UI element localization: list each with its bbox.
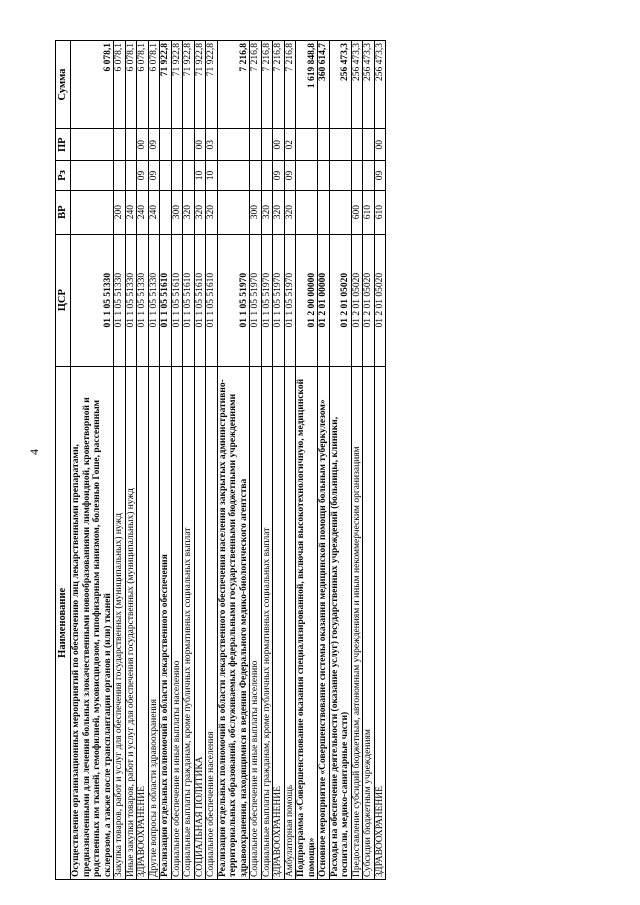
cell-name: Амбулаторная помощь xyxy=(284,366,296,879)
table-row xyxy=(296,41,318,880)
cell-sum: 256 473,3 xyxy=(374,41,386,129)
cell-sum: 6 078,1 xyxy=(137,41,149,129)
cell-sum: 6 078,1 xyxy=(71,41,114,129)
table-row xyxy=(171,41,183,880)
cell-rz: 10 xyxy=(206,161,218,190)
table-row xyxy=(374,41,386,880)
cell-vr: 320 xyxy=(273,190,285,234)
cell-vr: 320 xyxy=(183,190,195,234)
header-rz: Рз xyxy=(56,161,71,190)
cell-csr: 01 2 01 05020 xyxy=(363,234,375,366)
cell-vr: 200 xyxy=(114,190,126,234)
cell-sum: 71 922,8 xyxy=(160,41,172,129)
table-row xyxy=(351,41,363,880)
cell-name: Основное мероприятие «Совершенствование системы оказания медицинской помощи больным туберкулезом» xyxy=(318,366,330,879)
cell-rz xyxy=(160,161,172,190)
cell-name: Закупка товаров, работ и услуг для обеспечения государственных (муниципальных) нужд xyxy=(114,366,126,879)
header-name: Наименование xyxy=(56,366,71,879)
cell-name: ЗДРАВООХРАНЕНИЕ xyxy=(137,366,149,879)
cell-sum: 256 473,3 xyxy=(329,41,351,129)
cell-pr xyxy=(171,129,183,161)
cell-rz xyxy=(114,161,126,190)
cell-vr: 320 xyxy=(261,190,273,234)
cell-csr: 01 1 05 51610 xyxy=(194,234,206,366)
cell-pr xyxy=(329,129,351,161)
cell-csr: 01 2 01 05020 xyxy=(329,234,351,366)
cell-name: Другие вопросы в области здравоохранения xyxy=(148,366,160,879)
cell-name: Реализация отдельных полномочий в области лекарственного обеспечения xyxy=(160,366,172,879)
table-body xyxy=(71,41,386,880)
cell-csr: 01 2 01 05020 xyxy=(351,234,363,366)
cell-pr xyxy=(351,129,363,161)
table-row xyxy=(363,41,375,880)
cell-pr: 02 xyxy=(284,129,296,161)
cell-sum: 7 216,8 xyxy=(250,41,262,129)
cell-vr xyxy=(318,190,330,234)
table-header-row xyxy=(56,41,71,880)
cell-csr: 01 1 05 51970 xyxy=(261,234,273,366)
cell-csr: 01 2 00 00000 xyxy=(296,234,318,366)
cell-vr: 300 xyxy=(250,190,262,234)
cell-vr xyxy=(71,190,114,234)
cell-rz xyxy=(71,161,114,190)
table-row xyxy=(148,41,160,880)
cell-sum: 7 216,8 xyxy=(284,41,296,129)
table-row xyxy=(329,41,351,880)
cell-vr: 240 xyxy=(148,190,160,234)
cell-csr: 01 1 05 51330 xyxy=(137,234,149,366)
cell-vr xyxy=(160,190,172,234)
cell-rz xyxy=(183,161,195,190)
table-row xyxy=(114,41,126,880)
cell-sum: 6 078,1 xyxy=(125,41,137,129)
cell-name: Подпрограмма «Совершенствование оказания специализированной, включая высокотехнологичную, медицинской помощи» xyxy=(296,366,318,879)
cell-name: Социальное обеспечение и иные выплаты населению xyxy=(171,366,183,879)
table-row xyxy=(183,41,195,880)
cell-csr: 01 1 05 51330 xyxy=(114,234,126,366)
cell-name: Осуществление организационных мероприятий по обеспечению лиц лекарственными препаратами, предназначенными для лечения больных злокачественными новообразованиями лимфоидной, кроветворной и родственных им тканей, гемофилией, муковисцидозом, гипофизарным нанизмом, болезнью Гоше, рассеянным склерозом, а также после трансплантации органов и (или) тканей xyxy=(71,366,114,879)
cell-name: СОЦИАЛЬНАЯ ПОЛИТИКА xyxy=(194,366,206,879)
cell-name: Социальные выплаты гражданам, кроме публичных нормативных социальных выплат xyxy=(261,366,273,879)
cell-csr: 01 1 05 51330 xyxy=(71,234,114,366)
cell-csr: 01 1 05 51970 xyxy=(273,234,285,366)
cell-pr: 09 xyxy=(148,129,160,161)
cell-pr xyxy=(363,129,375,161)
table-row xyxy=(250,41,262,880)
cell-name: Реализация отдельных полномочий в области лекарственного обеспечения населения закрытых административно-территориальных образований, обслуживаемых федеральными государственными бюджетными учреждениями здравоохранения, находящимися в ведении Федерального медико-биологического агентства xyxy=(217,366,250,879)
cell-pr: 00 xyxy=(194,129,206,161)
cell-rz: 09 xyxy=(148,161,160,190)
cell-rz xyxy=(318,161,330,190)
table-row xyxy=(318,41,330,880)
cell-rz xyxy=(171,161,183,190)
cell-rz xyxy=(250,161,262,190)
cell-sum: 71 922,8 xyxy=(194,41,206,129)
cell-csr: 01 2 01 00000 xyxy=(318,234,330,366)
cell-vr: 300 xyxy=(171,190,183,234)
cell-csr: 01 1 05 51610 xyxy=(183,234,195,366)
table-row xyxy=(284,41,296,880)
cell-sum: 7 216,8 xyxy=(261,41,273,129)
cell-vr: 600 xyxy=(351,190,363,234)
rotated-table-container xyxy=(55,40,620,880)
table-row xyxy=(273,41,285,880)
cell-csr: 01 1 05 51610 xyxy=(206,234,218,366)
cell-vr: 320 xyxy=(206,190,218,234)
cell-pr xyxy=(250,129,262,161)
cell-name: Иные закупки товаров, работ и услуг для обеспечения государственных (муниципальных) нужд xyxy=(125,366,137,879)
cell-name: ЗДРАВООХРАНЕНИЕ xyxy=(374,366,386,879)
cell-rz xyxy=(125,161,137,190)
table-row xyxy=(206,41,218,880)
cell-rz xyxy=(296,161,318,190)
page-number: 4 xyxy=(27,449,41,455)
cell-csr: 01 1 05 51330 xyxy=(148,234,160,366)
cell-sum: 71 922,8 xyxy=(171,41,183,129)
cell-vr xyxy=(217,190,250,234)
cell-pr xyxy=(125,129,137,161)
table-row xyxy=(217,41,250,880)
header-pr: ПР xyxy=(56,129,71,161)
cell-csr: 01 1 05 51970 xyxy=(250,234,262,366)
table-row xyxy=(137,41,149,880)
cell-rz xyxy=(363,161,375,190)
cell-pr: 00 xyxy=(273,129,285,161)
cell-csr: 01 1 05 51970 xyxy=(217,234,250,366)
cell-pr: 03 xyxy=(206,129,218,161)
cell-pr xyxy=(217,129,250,161)
cell-pr xyxy=(183,129,195,161)
cell-name: Социальное обеспечение населения xyxy=(206,366,218,879)
cell-sum: 6 078,1 xyxy=(114,41,126,129)
cell-vr xyxy=(329,190,351,234)
cell-sum: 256 473,3 xyxy=(363,41,375,129)
cell-vr: 240 xyxy=(137,190,149,234)
cell-name: ЗДРАВООХРАНЕНИЕ xyxy=(273,366,285,879)
header-sum: Сумма xyxy=(56,41,71,129)
cell-pr xyxy=(261,129,273,161)
cell-vr: 610 xyxy=(374,190,386,234)
cell-rz xyxy=(261,161,273,190)
budget-table xyxy=(55,40,386,880)
cell-rz xyxy=(217,161,250,190)
cell-sum: 7 216,8 xyxy=(217,41,250,129)
cell-rz: 09 xyxy=(374,161,386,190)
table-row xyxy=(261,41,273,880)
cell-pr: 00 xyxy=(374,129,386,161)
cell-rz xyxy=(329,161,351,190)
cell-name: Социальные выплаты гражданам, кроме публичных нормативных социальных выплат xyxy=(183,366,195,879)
cell-rz: 09 xyxy=(273,161,285,190)
cell-pr: 00 xyxy=(137,129,149,161)
cell-sum: 71 922,8 xyxy=(183,41,195,129)
cell-rz: 09 xyxy=(284,161,296,190)
cell-pr xyxy=(114,129,126,161)
cell-sum: 6 078,1 xyxy=(148,41,160,129)
cell-rz: 09 xyxy=(137,161,149,190)
table-row xyxy=(71,41,114,880)
cell-pr xyxy=(71,129,114,161)
table-row xyxy=(160,41,172,880)
cell-sum: 256 473,3 xyxy=(351,41,363,129)
header-csr: ЦСР xyxy=(56,234,71,366)
cell-name: Субсидии бюджетным учреждениям xyxy=(363,366,375,879)
cell-name: Предоставление субсидий бюджетным, автономным учреждениям и иным некоммерческим организациям xyxy=(351,366,363,879)
table-row xyxy=(194,41,206,880)
cell-vr: 320 xyxy=(284,190,296,234)
cell-vr: 240 xyxy=(125,190,137,234)
cell-vr xyxy=(296,190,318,234)
cell-csr: 01 1 05 51610 xyxy=(171,234,183,366)
cell-pr xyxy=(160,129,172,161)
cell-vr: 320 xyxy=(194,190,206,234)
cell-csr: 01 1 05 51330 xyxy=(125,234,137,366)
cell-csr: 01 2 01 05020 xyxy=(374,234,386,366)
cell-csr: 01 1 05 51970 xyxy=(284,234,296,366)
cell-name: Расходы на обеспечение деятельности (оказание услуг) государственных учреждений (больницы, клиники, госпитали, медико-санитарные части) xyxy=(329,366,351,879)
cell-sum: 71 922,8 xyxy=(206,41,218,129)
table-row xyxy=(125,41,137,880)
cell-pr xyxy=(296,129,318,161)
cell-rz xyxy=(351,161,363,190)
cell-csr: 01 1 05 51610 xyxy=(160,234,172,366)
cell-rz: 10 xyxy=(194,161,206,190)
header-vr: ВР xyxy=(56,190,71,234)
cell-sum: 7 216,8 xyxy=(273,41,285,129)
cell-vr: 610 xyxy=(363,190,375,234)
cell-sum: 360 614,7 xyxy=(318,41,330,129)
cell-pr xyxy=(318,129,330,161)
cell-name: Социальное обеспечение и иные выплаты населению xyxy=(250,366,262,879)
cell-sum: 1 619 848,8 xyxy=(296,41,318,129)
